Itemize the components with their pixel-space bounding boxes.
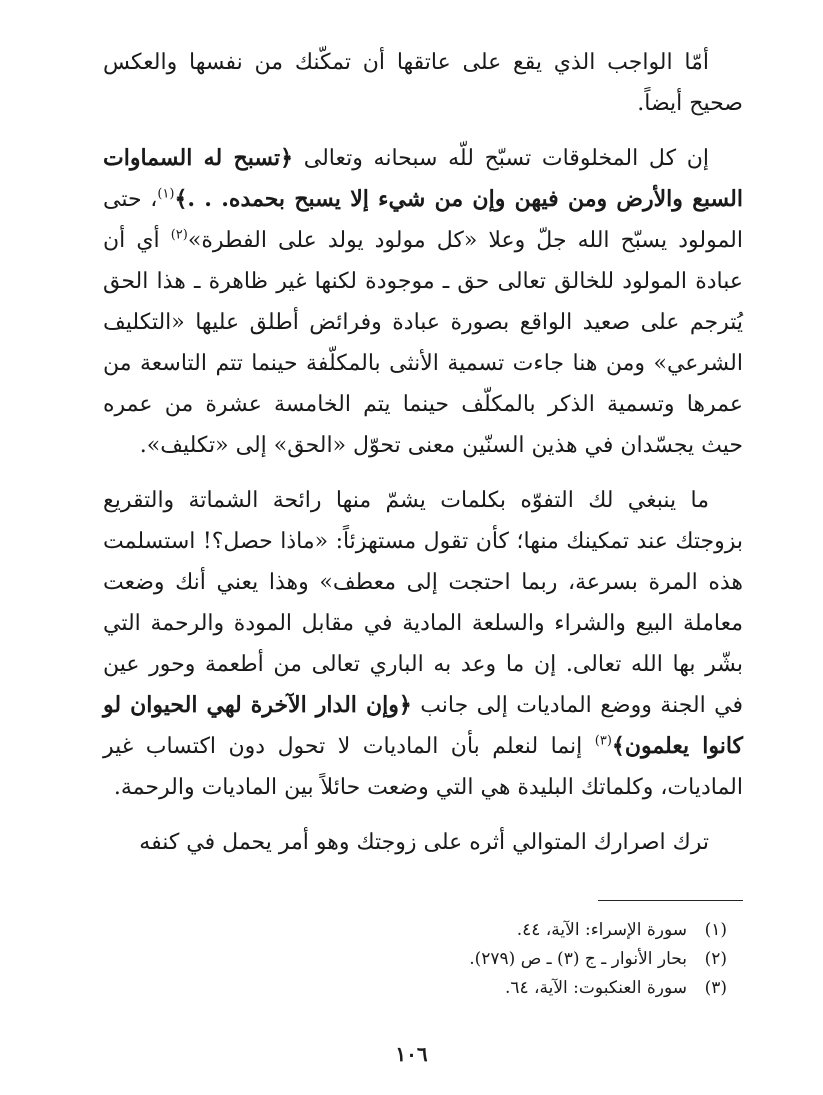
footnote-3 <box>267 974 727 1003</box>
page-number: ١٠٦ <box>395 1042 428 1066</box>
paragraph-3-text-2: إنما لنعلم بأن الماديات لا تحول دون اكتساب غير الماديات، وكلماتك البليدة هي التي وضعت حائلاً بين الماديات والرحمة. <box>103 734 743 800</box>
paragraph-3 <box>103 480 743 808</box>
page-body <box>103 42 743 877</box>
footnote-1-number: (١) <box>704 920 727 940</box>
paragraph-1-text: أمّا الواجب الذي يقع على عاتقها أن تمكّنك من نفسها والعكس صحيح أيضاً. <box>103 50 743 116</box>
paragraph-2-text-3: أي أن عبادة المولود للخالق تعالى حق ـ موجودة لكنها غير ظاهرة ـ هذا الحق يُترجم على صعيد الواقع بصورة عبادة وفرائض أطلق عليها «التكليف الشرعي» ومن هنا جاءت تسمية الأنثى بالمكلّفة حينما تتم التاسعة من عمرها وتسمية الذكر بالمكلّف حينما يتم الخامسة عشرة من عمره حيث يجسّدان في هذين السنّين معنى تحوّل «الحق» إلى «تكليف». <box>103 228 743 458</box>
paragraph-4 <box>103 822 743 863</box>
paragraph-2 <box>103 138 743 466</box>
paragraph-3-text-1: ما ينبغي لك التفوّه بكلمات يشمّ منها رائحة الشماتة والتقريع بزوجتك عند تمكينك منها؛ كأن تقول مستهزئاً: «ماذا حصل؟! استسلمت هذه المرة بسرعة، ربما احتجت إلى معطف» وهذا يعني أنك وضعت معاملة البيع والشراء والسلعة المادية في مقابل المودة والرحمة التي بشّر بها الله تعالى. إن ما وعد به الباري تعالى من أطعمة وحور عين في الجنة ووضع الماديات إلى جانب <box>103 488 743 718</box>
paragraph-1 <box>103 42 743 124</box>
footnote-1-text: سورة الإسراء: الآية، ٤٤. <box>516 920 687 940</box>
paragraph-2-text-1: إن كل المخلوقات تسبّح للّه سبحانه وتعالى <box>293 146 710 171</box>
footnote-divider <box>598 900 743 901</box>
footnote-2-text: بحار الأنوار ـ ج (٣) ـ ص (٢٧٩). <box>469 949 687 969</box>
footnote-ref-2: (٢) <box>170 227 188 243</box>
footnote-ref-3: (٣) <box>594 733 612 749</box>
footnote-2-number: (٢) <box>704 949 727 969</box>
footnote-ref-1: (١) <box>157 186 175 202</box>
footnote-3-text: سورة العنكبوت: الآية، ٦٤. <box>504 978 687 998</box>
footnotes <box>267 916 727 1003</box>
footnote-1 <box>267 916 727 945</box>
footnote-3-number: (٣) <box>704 978 727 998</box>
footnote-2 <box>267 945 727 974</box>
quran-verse-2: ﴿وإن الدار الآخرة لهي الحيوان لو كانوا يعلمون﴾ <box>103 692 743 759</box>
paragraph-2-text-2: ، حتى المولود يسبّح الله جلّ وعلا «كل مولود يولد على الفطرة» <box>103 187 743 253</box>
quran-verse-1: ﴿تسبح له السماوات السبع والأرض ومن فيهن وإن من شيء إلا يسبح بحمده. . .﴾ <box>103 145 744 212</box>
paragraph-4-text: ترك اصرارك المتوالي أثره على زوجتك وهو أمر يحمل في كنفه <box>139 830 709 855</box>
